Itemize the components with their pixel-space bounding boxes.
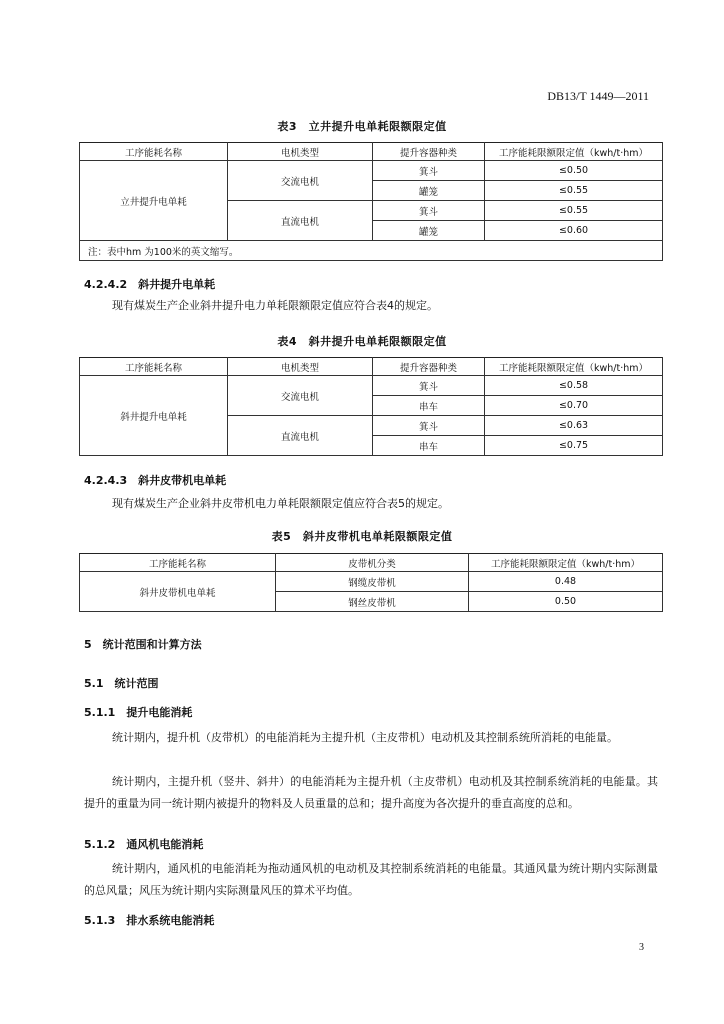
table3-title: 表3 立井提升电单耗限额限定值 (277, 120, 447, 133)
table5-type-cell: 钢缆皮带机 (276, 572, 469, 592)
section-4-2-4-3-heading: 4.2.4.3 斜井皮带机电单耗 (84, 474, 227, 487)
section-4-2-4-3-text: 现有煤炭生产企业斜井皮带机电力单耗限额限定值应符合表5的规定。 (112, 497, 449, 510)
table4-motor-ac: 交流电机 (228, 376, 373, 416)
section-5-1-2-heading: 5.1.2 通风机电能消耗 (84, 838, 204, 851)
table3-header-limit: 工序能耗限额限定值（kwh/t·hm） (485, 143, 663, 161)
table3-header-process: 工序能耗名称 (80, 143, 228, 161)
page-number: 3 (639, 942, 644, 953)
table4-header-container: 提升容器种类 (373, 358, 485, 376)
table4-header-motor: 电机类型 (228, 358, 373, 376)
table3-header-motor: 电机类型 (228, 143, 373, 161)
section-5-heading: 5 统计范围和计算方法 (84, 638, 202, 651)
table5-header-limit: 工序能耗限额限定值（kwh/t·hm） (469, 554, 663, 572)
table5-value-cell: 0.50 (469, 592, 663, 612)
table4-value-cell: ≤0.58 (485, 376, 663, 396)
table5-type-cell: 钢丝皮带机 (276, 592, 469, 612)
table4-container-cell: 箕斗 (373, 416, 485, 436)
table5-title: 表5 斜井皮带机电单耗限额限定值 (271, 530, 453, 543)
table4-value-cell: ≤0.63 (485, 416, 663, 436)
table4-value-cell: ≤0.70 (485, 396, 663, 416)
table3-motor-dc: 直流电机 (228, 201, 373, 241)
table3-value-cell: ≤0.50 (485, 161, 663, 181)
table3-motor-ac: 交流电机 (228, 161, 373, 201)
table4-title: 表4 斜井提升电单耗限额限定值 (277, 335, 447, 348)
table4-container-cell: 串车 (373, 436, 485, 456)
table5-process-cell: 斜井皮带机电单耗 (80, 572, 276, 612)
table3-note: 注：表中hm 为100米的英文缩写。 (80, 241, 663, 261)
standard-code: DB13/T 1449—2011 (547, 89, 649, 103)
table3-container-cell: 箕斗 (373, 161, 485, 181)
table3 (79, 142, 663, 261)
table4-motor-dc: 直流电机 (228, 416, 373, 456)
section-5-1-2-para1: 统计期内，通风机的电能消耗为拖动通风机的电动机及其控制系统消耗的电能量。其通风量为统计期内实际测量的总风量；风压为统计期内实际测量风压的算术平均值。 (84, 862, 658, 897)
table4-header-limit: 工序能耗限额限定值（kwh/t·hm） (485, 358, 663, 376)
table4-container-cell: 箕斗 (373, 376, 485, 396)
section-5-1-3-heading: 5.1.3 排水系统电能消耗 (84, 914, 215, 927)
table4-container-cell: 串车 (373, 396, 485, 416)
section-5-1-heading: 5.1 统计范围 (84, 677, 159, 690)
section-5-1-1-para1: 统计期内，提升机（皮带机）的电能消耗为主提升机（主皮带机）电动机及其控制系统所消耗的电能量。 (112, 731, 618, 744)
section-5-1-1-para2: 统计期内，主提升机（竖井、斜井）的电能消耗为主提升机（主皮带机）电动机及其控制系统消耗的电能量。其提升的重量为同一统计期内被提升的物料及人员重量的总和；提升高度为各次提升的垂直高度的总和。 (84, 775, 658, 810)
table4-header-process: 工序能耗名称 (80, 358, 228, 376)
section-4-2-4-2-text: 现有煤炭生产企业斜井提升电力单耗限额限定值应符合表4的规定。 (112, 299, 438, 312)
table3-value-cell: ≤0.55 (485, 181, 663, 201)
table4 (79, 357, 663, 456)
table5-header-process: 工序能耗名称 (80, 554, 276, 572)
table5-header-type: 皮带机分类 (276, 554, 469, 572)
table3-container-cell: 罐笼 (373, 181, 485, 201)
section-4-2-4-2-heading: 4.2.4.2 斜井提升电单耗 (84, 278, 216, 291)
table3-value-cell: ≤0.55 (485, 201, 663, 221)
table3-header-container: 提升容器种类 (373, 143, 485, 161)
table4-value-cell: ≤0.75 (485, 436, 663, 456)
table3-process-cell: 立井提升电单耗 (80, 161, 228, 241)
table5 (79, 553, 663, 612)
table3-value-cell: ≤0.60 (485, 221, 663, 241)
table5-value-cell: 0.48 (469, 572, 663, 592)
section-5-1-1-heading: 5.1.1 提升电能消耗 (84, 706, 193, 719)
table3-container-cell: 罐笼 (373, 221, 485, 241)
table4-process-cell: 斜井提升电单耗 (80, 376, 228, 456)
table3-container-cell: 箕斗 (373, 201, 485, 221)
